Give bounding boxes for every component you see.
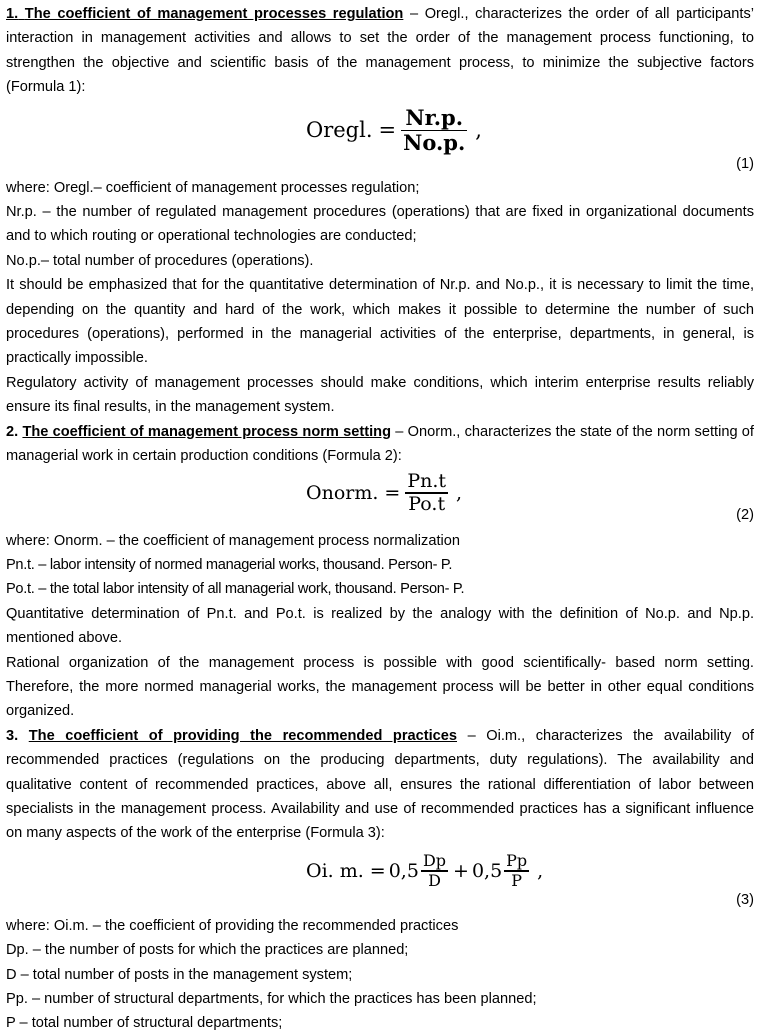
formula-2-denominator: Po.t [408, 492, 446, 515]
formula-3-fraction-1 [421, 852, 448, 890]
where-line: where: Onorm. – the coefficient of management process normalization [6, 532, 460, 549]
section-2-number: 2. [6, 423, 19, 440]
formula-3 [6, 846, 754, 914]
body-paragraph: Regulatory activity of management processes should make conditions, which interim enterprise results reliably ensure its final results, in the management system. [6, 374, 754, 416]
section-1-intro-text: – Oregl., characterizes the order of all participants’ interaction in management activities and allows to set the order of the management process functioning, to strengthen the objective and scientific basis of the management process, to minimize the subjective factors (Formula 1): [6, 6, 754, 96]
where-line: Pn.t. – labor intensity of normed managerial works, thousand. Person- P. [6, 556, 453, 573]
formula-3-number: (3) [736, 891, 754, 908]
where-line: Dp. – the number of posts for which the practices are planned; [6, 942, 409, 959]
section-3-number: 3. [6, 727, 19, 744]
formula-2 [6, 469, 754, 529]
formula-1 [6, 100, 754, 176]
section-3-title: The coefficient of providing the recommended practices [28, 727, 458, 744]
formula-2-fraction [405, 471, 448, 516]
formula-3-coefficient-2: 0,5 [471, 859, 503, 882]
formula-1-fraction [401, 106, 467, 156]
formula-2-number: (2) [736, 506, 754, 523]
formula-3-fraction-2 [504, 852, 529, 890]
where-line: P – total number of structural departments; [6, 1015, 283, 1032]
formula-1-number: (1) [736, 155, 754, 172]
formula-3-denominator-1: D [428, 870, 441, 890]
where-line: D – total number of posts in the management system; [6, 966, 353, 983]
formula-2-equals: = [384, 482, 401, 505]
section-3-intro [6, 724, 754, 846]
section-2-intro [6, 420, 754, 469]
section-2-title: The coefficient of management process norm setting [22, 423, 391, 440]
body-paragraph: Quantitative determination of Pn.t. and Po.t. is realized by the analogy with the definition of No.p. and Np.p. mentioned above. [6, 605, 754, 647]
section-3-intro-text: – Oi.m., characterizes the availability of recommended practices (regulations on the producing departments, duty regulations). The availability and qualitative content of recommended practices, above all, ensures the rational differentiation of labor between specialists in the management process. Availability and use of recommended practices has a significant influence on many aspects of the work of the enterprise (Formula 3): [6, 727, 754, 842]
section-1-intro [6, 2, 754, 100]
formula-3-lhs: Oi. m. [306, 859, 364, 882]
formula-2-comma: , [456, 482, 463, 505]
formula-1-lhs: Oregl. [306, 118, 373, 143]
section-1-heading [6, 6, 403, 22]
where-line: No.p.– total number of procedures (operations). [6, 252, 314, 269]
formula-3-plus: + [453, 859, 469, 882]
where-line: where: Oi.m. – the coefficient of providing the recommended practices [6, 917, 459, 934]
formula-3-comma: , [537, 859, 544, 882]
formula-2-numerator: Pn.t [407, 469, 447, 492]
formula-3-numerator-1: Dp [422, 850, 447, 870]
formula-1-comma: , [475, 118, 482, 143]
formula-3-numerator-2: Pp [506, 850, 528, 870]
formula-1-denominator: No.p. [403, 130, 466, 156]
formula-2-lhs: Onorm. [306, 482, 379, 505]
where-line: Nr.p. – the number of regulated management procedures (operations) that are fixed in organizational documents and to which routing or operational technologies are conducted; [6, 204, 754, 245]
formula-3-denominator-2: P [511, 870, 523, 890]
section-2-intro-text: – Onorm., characterizes the state of the norm setting of managerial work in certain production conditions (Formula 2): [6, 423, 754, 465]
section-1-title: The coefficient of management processes regulation [24, 6, 404, 22]
formula-3-equals: = [369, 859, 386, 882]
formula-3-coefficient-1: 0,5 [388, 859, 419, 882]
document-page [6, 2, 754, 1036]
where-line: where: Oregl.– coefficient of management processes regulation; [6, 179, 420, 196]
body-paragraph: It should be emphasized that for the quantitative determination of Nr.p. and No.p., it is necessary to limit the time, depending on the quantity and hard of the work, which makes it possible to determine the number of such procedures (operations), performed in the managerial activities of the enterprise, departments, in general, is practically impossible. [6, 277, 754, 367]
where-line: Pp. – number of structural departments, for which the practices has been planned; [6, 991, 537, 1007]
formula-1-numerator: Nr.p. [405, 104, 464, 130]
section-1-number: 1. [6, 6, 19, 22]
formula-1-equals: = [378, 118, 397, 143]
body-paragraph: Rational organization of the management process is possible with good scientifically- based norm setting. Therefore, the more normed managerial works, the management process will be better in other equal conditions organized. [6, 654, 754, 720]
where-line: Po.t. – the total labor intensity of all managerial work, thousand. Person- P. [6, 581, 465, 598]
